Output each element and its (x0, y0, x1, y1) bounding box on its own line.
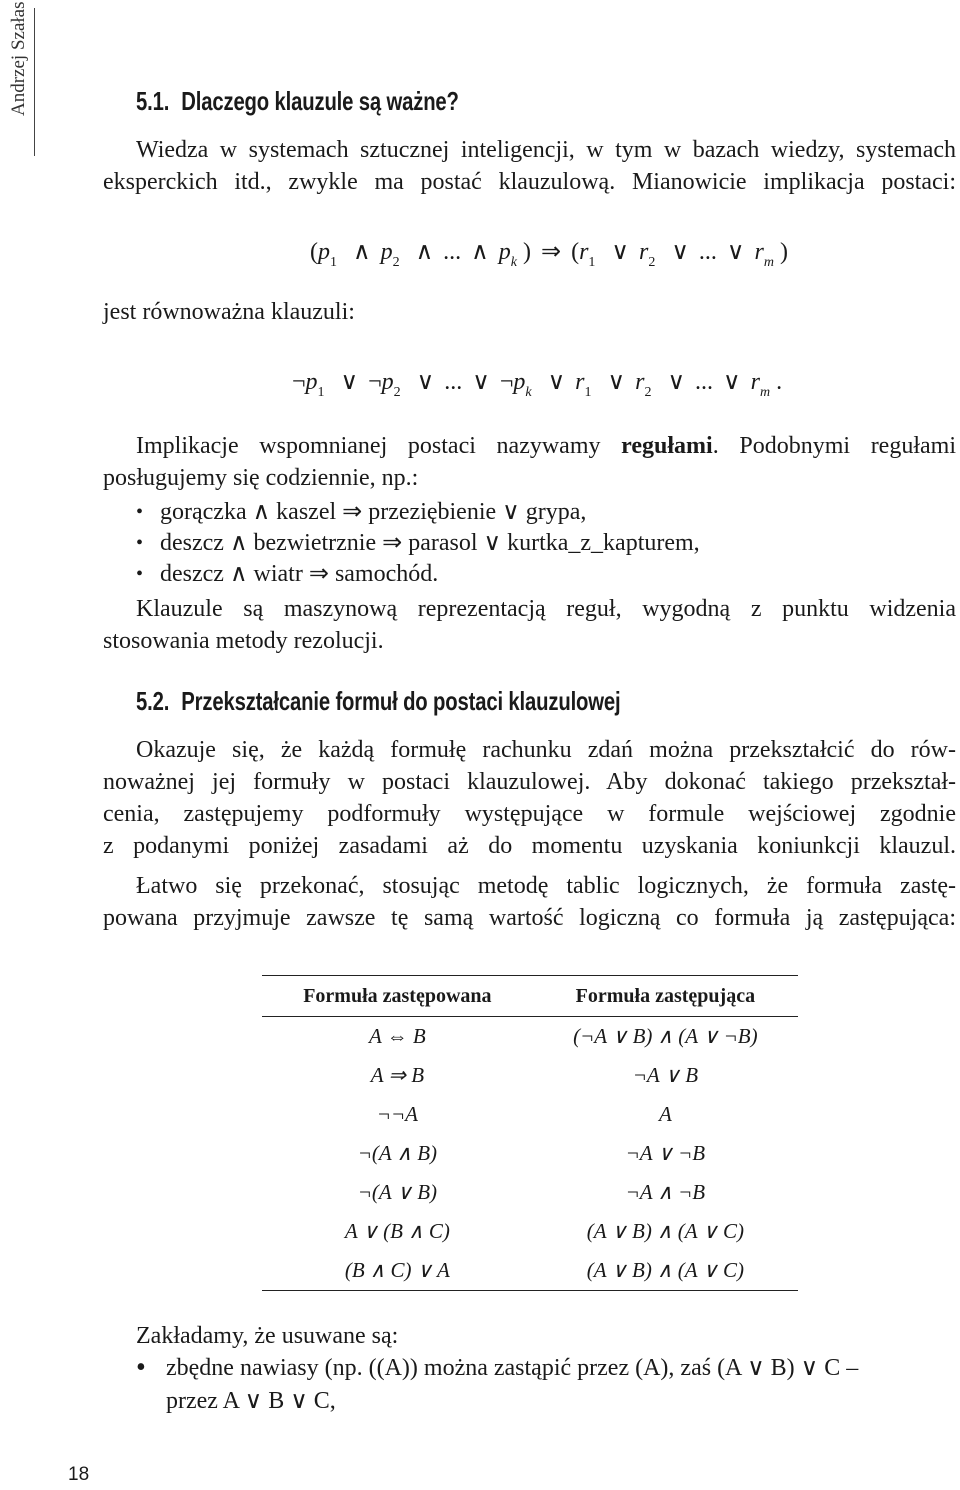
closing-paragraph (103, 593, 956, 657)
list-item (136, 1352, 956, 1418)
table-row (262, 1017, 798, 1057)
section-heading-5-1 (136, 86, 459, 117)
paragraph-line: eksperckich itd., zwykle ma postać klauzulową. Mianowicie implikacja postaci: (103, 169, 956, 195)
table-row (262, 1056, 798, 1095)
table-header-row (262, 976, 798, 1017)
section-heading-5-2 (136, 686, 621, 717)
paragraph-line: cenia, zastępujemy podformuły występujące w formule wejściowej zgodnie (103, 801, 956, 827)
table-cell: (¬A ∨ B) ∧ (A ∨ ¬B) (573, 1024, 758, 1048)
table-row (262, 1251, 798, 1291)
table-cell: (B ∧ C) ∨ A (262, 1251, 533, 1291)
section-number: 5.1. (136, 86, 170, 116)
list-item: • deszcz ∧ bezwietrznie ⇒ parasol ∨ kurtka_z_kapturem, (136, 528, 700, 559)
paragraph-line: Wiedza w systemach sztucznej inteligencji, w tym w bazach wiedzy, systemach (136, 137, 956, 163)
column-header: Formuła zastępująca (533, 976, 798, 1017)
table-cell: ¬A ∨ B (632, 1063, 699, 1087)
conversion-paragraph (103, 734, 956, 862)
paragraph-line: z podanymi poniżej zasadami aż do momentu uzyskania koniunkcji klauzul. (103, 833, 956, 859)
paragraph-line: noważnej jej formuły w postaci klauzulowej. Aby dokonać takiego przekształ- (103, 769, 956, 795)
table-cell: (A ∨ B) ∧ (A ∨ C) (586, 1219, 745, 1243)
table-row (262, 1095, 798, 1134)
paragraph-line: powana przyjmuje zawsze tę samą wartość logiczną co formuła ją zastępująca: (103, 905, 956, 931)
column-header: Formuła zastępowana (262, 976, 533, 1017)
substitution-table (262, 975, 798, 1291)
table-cell: ¬¬A (376, 1102, 418, 1126)
page-number: 18 (68, 1464, 90, 1485)
clause-formula: $\neg p_1$ ∨ $\neg p_2$ ∨ ... ∨ $\neg p_k$ ∨ $r_1$ ∨ $r_2$ ∨ ... ∨ $r_m$ . (292, 369, 783, 400)
table-cell: A (658, 1102, 672, 1126)
table-cell: ¬A ∨ ¬B (625, 1141, 706, 1165)
table-cell: (A ∨ B) ∧ (A ∨ C) (533, 1251, 798, 1291)
assumption-list (136, 1352, 956, 1418)
equivalence-paragraph (103, 870, 956, 934)
assumption-intro (136, 1320, 956, 1352)
list-item-line: przez A ∨ B ∨ C, (166, 1388, 336, 1414)
list-item: • gorączka ∧ kaszel ⇒ przeziębienie ∨ grypa, (136, 497, 700, 528)
paragraph-line: Łatwo się przekonać, stosując metodę tablic logicznych, że formuła zastę- (136, 873, 956, 899)
rules-paragraph (103, 430, 956, 494)
section-title: Przekształcanie formuł do postaci klauzulowej (181, 686, 621, 716)
paragraph-line: Klauzule są maszynową reprezentacją reguł, wygodną z punktu widzenia (136, 596, 956, 622)
table-cell: A ∨ (B ∧ C) (344, 1219, 450, 1243)
bold-term: regułami (621, 433, 713, 459)
table-cell: ¬(A ∨ B) (357, 1180, 438, 1204)
table-cell: ¬(A ∧ B) (357, 1141, 438, 1165)
paragraph-line: Zakładamy, że usuwane są: (136, 1323, 399, 1349)
list-item-line: • zbędne nawiasy (np. ((A)) można zastąpić przez (A), zaś (A ∨ B) ∨ C – (166, 1355, 859, 1381)
paragraph-line: jest równoważna klauzuli: (103, 299, 355, 325)
table-cell: A ⇔ B (368, 1024, 426, 1048)
table-row (262, 1173, 798, 1212)
paragraph-line: stosowania metody rezolucji. (103, 628, 384, 654)
paragraph-line (103, 430, 956, 462)
table-cell: A ⇒ B (370, 1063, 425, 1087)
list-item: • deszcz ∧ wiatr ⇒ samochód. (136, 559, 700, 590)
paragraph-line: Okazuje się, że każdą formułę rachunku zdań można przekształcić do rów- (136, 737, 956, 763)
table-cell: ¬A ∧ ¬B (625, 1180, 706, 1204)
equivalence-label (103, 296, 956, 328)
section-number: 5.2. (136, 686, 170, 716)
example-list (136, 497, 700, 590)
paragraph-line: posługujemy się codziennie, np.: (103, 465, 419, 491)
table-row (262, 1212, 798, 1251)
running-header-author: Andrzej Szałas (8, 1, 29, 116)
running-header-rule (34, 8, 35, 156)
section-title: Dlaczego klauzule są ważne? (181, 86, 459, 116)
text-run: . Podobnymi regułami (712, 433, 956, 459)
text-run: Implikacje wspomnianej postaci nazywamy (136, 433, 622, 459)
implication-formula: ($p_1$ ∧ $p_2$ ∧ ... ∧ $p_k$ ) ⇒ ($r_1$ ∨ $r_2$ ∨ ... ∨ $r_m$ ) (310, 239, 788, 270)
intro-paragraph (103, 134, 956, 198)
table-row (262, 1134, 798, 1173)
